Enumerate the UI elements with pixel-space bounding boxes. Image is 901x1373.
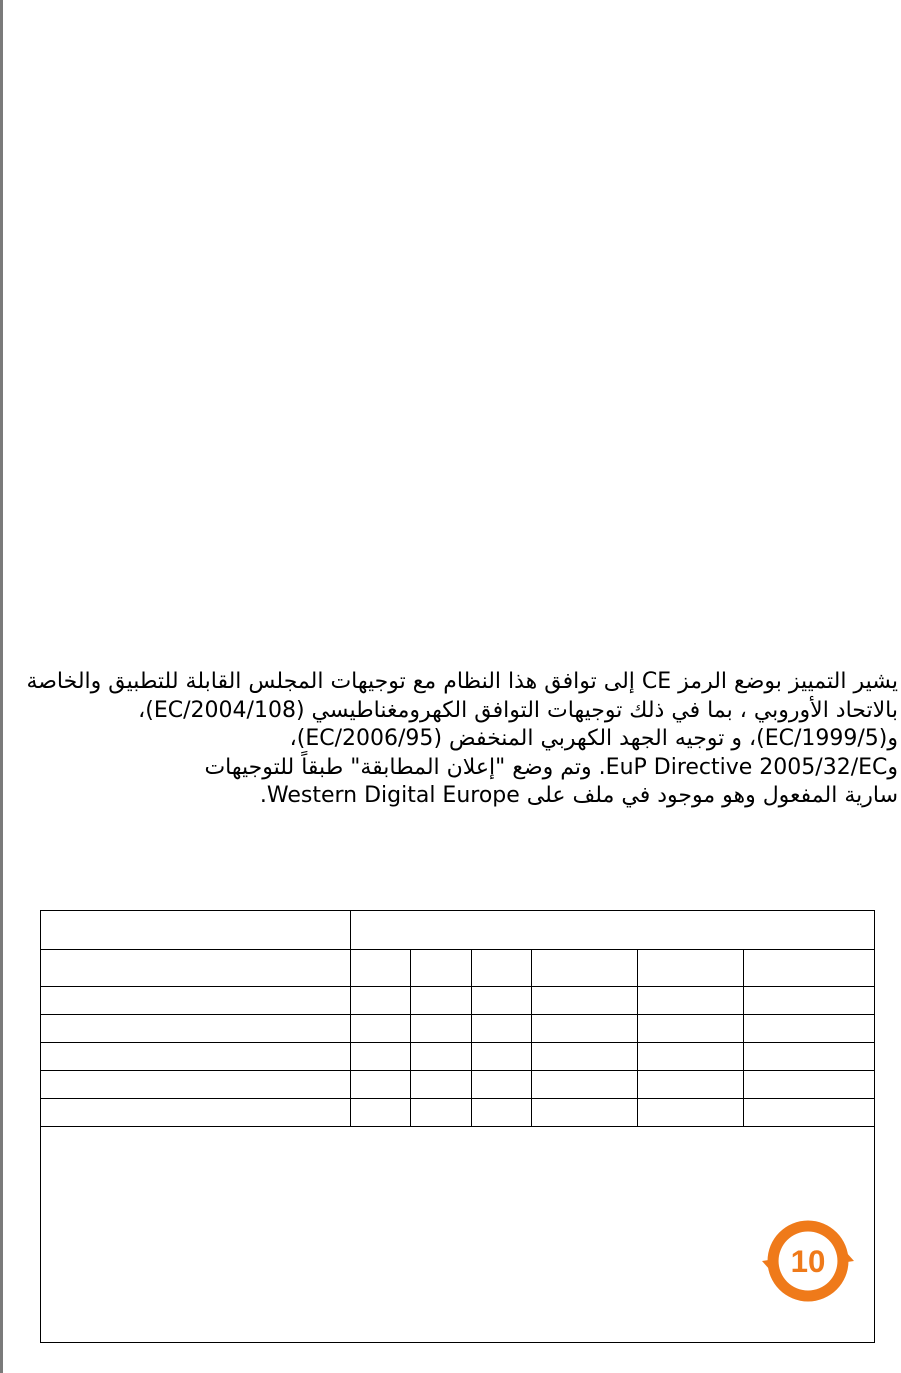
table-footnote-row	[41, 1127, 875, 1343]
table-cell	[472, 1043, 532, 1071]
table-cell	[744, 1099, 875, 1127]
table-subheader-row	[41, 950, 875, 987]
table-cell	[744, 987, 875, 1015]
table-cell	[638, 987, 744, 1015]
table-cell	[351, 987, 411, 1015]
table-row	[41, 1043, 875, 1071]
table-cell	[351, 1015, 411, 1043]
table-cell	[411, 1071, 472, 1099]
table-cell	[532, 1071, 638, 1099]
table-cell	[41, 1099, 351, 1127]
substances-header-cell	[351, 911, 875, 950]
table-cell	[472, 987, 532, 1015]
table-row	[41, 1071, 875, 1099]
table-cell	[41, 1071, 351, 1099]
ce-notice-line-4: وEuP Directive 2005/32/EC. وتم وضع "إعلان المطابقة" طبقاً للتوجيهات	[204, 754, 898, 780]
table-cell	[41, 950, 351, 987]
table-cell	[472, 1015, 532, 1043]
table-cell	[532, 950, 638, 987]
page-left-edge-rule	[0, 0, 3, 1373]
table-cell	[472, 1099, 532, 1127]
table-cell	[411, 987, 472, 1015]
table-cell	[638, 1071, 744, 1099]
table-cell	[532, 987, 638, 1015]
table-cell	[638, 1043, 744, 1071]
logo-years-label: 10	[790, 1244, 826, 1280]
table-cell	[744, 1015, 875, 1043]
table-cell	[351, 1099, 411, 1127]
table-cell	[532, 1043, 638, 1071]
table-cell	[532, 1015, 638, 1043]
table-cell	[411, 950, 472, 987]
table-cell	[532, 1099, 638, 1127]
table-cell	[41, 1015, 351, 1043]
ce-notice-line-2: بالاتحاد الأوروبي ، بما في ذلك توجيهات التوافق الكهرومغناطيسي (2004/108/EC)،	[138, 697, 898, 723]
part-name-header-cell	[41, 911, 351, 950]
table-cell	[351, 1043, 411, 1071]
table-cell	[411, 1043, 472, 1071]
table-cell	[638, 1015, 744, 1043]
table-cell	[411, 1015, 472, 1043]
table-footnote-cell	[41, 1127, 875, 1343]
table-cell	[744, 950, 875, 987]
table-row	[41, 1099, 875, 1127]
ce-notice-line-5: سارية المفعول وهو موجود في ملف على Western Digital Europe.	[259, 783, 898, 809]
table-cell	[472, 1071, 532, 1099]
table-cell	[41, 1043, 351, 1071]
table-cell	[411, 1099, 472, 1127]
table-cell	[472, 950, 532, 987]
table-header-row	[41, 911, 875, 950]
table-cell	[744, 1071, 875, 1099]
table-cell	[41, 987, 351, 1015]
table-cell	[638, 950, 744, 987]
table-cell	[351, 950, 411, 987]
environment-friendly-use-period-10-logo-icon	[762, 1215, 854, 1307]
table-cell	[351, 1071, 411, 1099]
ce-notice-line-1: يشير التمييز بوضع الرمز CE إلى توافق هذا النظام مع توجيهات المجلس القابلة للتطبيق والخاصة	[26, 669, 898, 694]
table-row	[41, 1015, 875, 1043]
table-cell	[638, 1099, 744, 1127]
ce-notice-line-3: و(1999/5/EC)، و توجيه الجهد الكهربي المنخفض (2006/95/EC)،	[289, 726, 898, 752]
hazardous-substances-table	[40, 910, 875, 1343]
ce-declaration-paragraph	[26, 668, 898, 811]
table-row	[41, 987, 875, 1015]
table-cell	[744, 1043, 875, 1071]
